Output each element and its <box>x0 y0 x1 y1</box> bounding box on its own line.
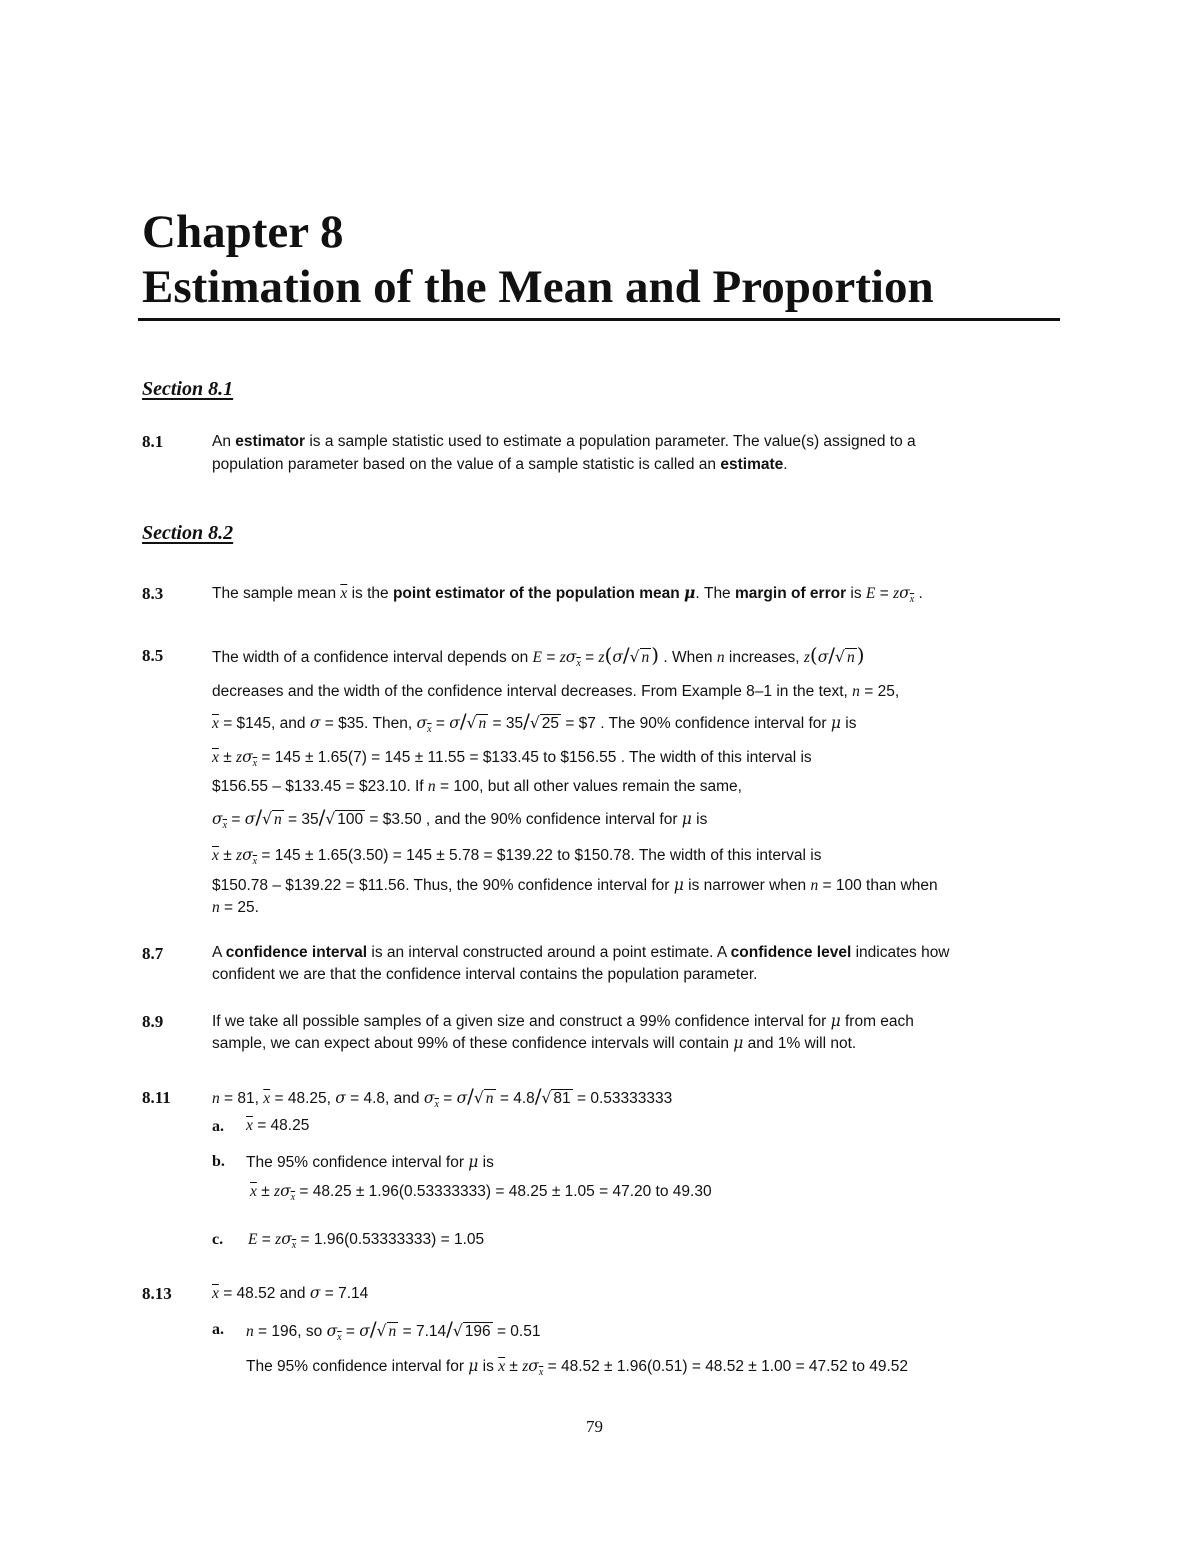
problem-8-5-line-4: $\overline{x} \pm z\sigma_{\overline{x}} = 145 \pm 1.65(7) = 145 \pm 11.55$ = $133.45 to $156.55 . The width of this interval is <box>212 748 812 770</box>
problem-8-7-line-2: confident we are that the confidence interval contains the population parameter. <box>212 966 758 983</box>
problem-number-8-9: 8.9 <box>142 1012 164 1031</box>
problem-8-11-part-b-label: b. <box>212 1153 225 1170</box>
problem-8-13-line-1: $\overline{x} = 48.52$ and σ = 7.14 <box>212 1284 369 1302</box>
problem-number-8-5: 8.5 <box>142 646 164 665</box>
problem-8-5-line-3: $\overline{x}$ = $145, and σ = $35. Then, $\sigma_{\overline{x}} = \sigma/√$ n = 35/√ 25 = $7 . The 90% confidence interval for μ is <box>212 709 857 736</box>
problem-number-8-1: 8.1 <box>142 432 164 451</box>
problem-8-11-line-1: n = 81, $\overline{x} = 48.25$, σ = 4.8, and $\sigma_{\overline{x}} = \sigma/√$ n = 4.8/√ 81 = 0.53333333 <box>212 1084 673 1111</box>
problem-8-11-part-b-line-2: $\overline{x} \pm z\sigma_{\overline{x}} = 48.25 \pm 1.96(0.53333333) = 48.25 \pm 1.05 = 47.20$ to 49.30 <box>250 1182 712 1204</box>
problem-8-13-part-a-line-2: The 95% confidence interval for μ is $\overline{x} \pm z\sigma_{\overline{x}} = 48.52 \pm 1.96(0.51) = 48.52 \pm 1.00 = 47.52$ to 49.52 <box>246 1357 909 1379</box>
section-heading-8-2: Section 8.2 <box>142 522 234 544</box>
problem-8-1-line-2: population parameter based on the value of a sample statistic is called an estimate. <box>212 456 788 473</box>
problem-8-5-line-9: n = 25. <box>212 899 259 916</box>
section-heading-8-1: Section 8.1 <box>142 378 234 400</box>
problem-8-9-line-1: If we take all possible samples of a given size and construct a 99% confidence interval for μ from each <box>212 1012 914 1030</box>
problem-8-13-part-a-label: a. <box>212 1321 224 1338</box>
problem-8-7-line-1: A confidence interval is an interval constructed around a point estimate. A confidence level indicates how <box>212 944 950 961</box>
problem-8-11-part-a-label: a. <box>212 1118 224 1135</box>
problem-number-8-11: 8.11 <box>142 1088 171 1107</box>
problem-8-11-part-c-label: c. <box>212 1231 224 1248</box>
problem-8-1-line-1: An estimator is a sample statistic used to estimate a population parameter. The value(s) assigned to a <box>212 433 916 450</box>
problem-8-5-line-8: $150.78 – $139.22 = $11.56. Thus, the 90% confidence interval for μ is narrower when n = 100 than when <box>212 876 938 894</box>
problem-8-5-line-7: $\overline{x} \pm z\sigma_{\overline{x}} = 145 \pm 1.65(3.50) = 145 \pm 5.78$ = $139.22 to $150.78. The width of this interval is <box>212 846 822 868</box>
problem-8-11-part-b-line-1: The 95% confidence interval for μ is <box>246 1153 494 1171</box>
chapter-number-line: Chapter 8 <box>142 206 344 258</box>
problem-8-5-line-5: $156.55 – $133.45 = $23.10. If n = 100, but all other values remain the same, <box>212 778 742 795</box>
chapter-title <box>142 205 934 315</box>
problem-8-5-line-6: $\sigma_{\overline{x}} = \sigma/√$ n = 35/√ 100 = $3.50 , and the 90% confidence interval for μ is <box>212 805 708 832</box>
problem-number-8-3: 8.3 <box>142 584 164 603</box>
title-rule <box>138 318 1060 321</box>
problem-number-8-13: 8.13 <box>142 1284 172 1303</box>
problem-number-8-7: 8.7 <box>142 944 164 963</box>
problem-8-5-line-1: The width of a confidence interval depends on $E = z\sigma_{\overline{x}} = z(\sigma/√$ n ) . When n increases, z(σ/√ n ) <box>212 643 865 670</box>
problem-8-5-line-2: decreases and the width of the confidence interval decreases. From Example 8–1 in the text, n = 25, <box>212 683 900 700</box>
chapter-title-line: Estimation of the Mean and Proportion <box>142 261 934 313</box>
problem-8-11-part-a-line-1: $\overline{x} = 48.25$ <box>246 1117 310 1134</box>
problem-8-9-line-2: sample, we can expect about 99% of these confidence intervals will contain μ and 1% will not. <box>212 1034 857 1052</box>
problem-8-3-line-1: The sample mean $\overline{x}$ is the point estimator of the population mean μ. The margin of error is $E = z\sigma_{\overline{x}}$ . <box>212 583 923 606</box>
page-number: 79 <box>586 1417 603 1436</box>
problem-8-11-part-c-line-1: $E = z\sigma_{\overline{x}} = 1.96(0.53333333) = 1.05$ <box>248 1230 485 1252</box>
problem-8-13-part-a-line-1: n = 196, so $\sigma_{\overline{x}} = \sigma/√$ n = 7.14/√ 196 = 0.51 <box>246 1317 541 1344</box>
